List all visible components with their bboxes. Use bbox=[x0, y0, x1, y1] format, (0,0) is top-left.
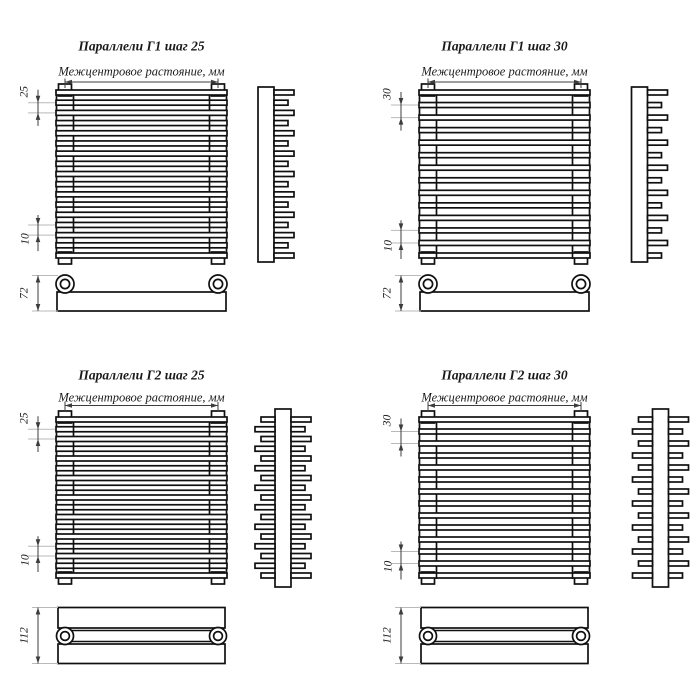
side-view bbox=[255, 409, 311, 587]
quadrant-title-g1-30: Параллели Г1 шаг 30 bbox=[441, 38, 568, 54]
step-dimension-label: 30 bbox=[381, 414, 394, 427]
quadrant-title-g1-25: Параллели Г1 шаг 25 bbox=[78, 38, 205, 54]
quadrant-g1-step-25 bbox=[19, 79, 295, 312]
front-view bbox=[56, 411, 227, 584]
quadrant-g2-step-30 bbox=[382, 402, 689, 664]
quadrant-subtitle-g1-30: Межцентровое растояние, мм bbox=[421, 64, 588, 79]
depth-dimension-label: 112 bbox=[381, 627, 394, 644]
side-view bbox=[258, 87, 294, 262]
depth-dimension-label: 112 bbox=[18, 627, 31, 644]
step-dimension-label: 30 bbox=[381, 88, 394, 100]
quadrant-g1-step-30 bbox=[382, 79, 668, 312]
step-dimension-label: 25 bbox=[18, 85, 31, 98]
quadrant-subtitle-g2-30: Межцентровое растояние, мм bbox=[421, 390, 588, 405]
pair-dimension-label: 10 bbox=[382, 239, 395, 252]
pair-dimension-label: 10 bbox=[382, 560, 395, 573]
quadrant-g2-step-25 bbox=[19, 402, 312, 664]
quadrant-subtitle-g2-25: Межцентровое растояние, мм bbox=[58, 390, 225, 405]
depth-dimension-label: 72 bbox=[381, 287, 394, 299]
side-view bbox=[633, 409, 689, 587]
pair-dimension-label: 10 bbox=[19, 554, 32, 566]
depth-dimension-label: 72 bbox=[18, 287, 31, 299]
front-view bbox=[419, 84, 590, 264]
quadrant-subtitle-g1-25: Межцентровое растояние, мм bbox=[58, 64, 225, 79]
bottom-view bbox=[419, 275, 590, 311]
step-dimension-label: 25 bbox=[18, 412, 31, 424]
pair-dimension-label: 10 bbox=[19, 233, 32, 245]
quadrant-title-g2-30: Параллели Г2 шаг 30 bbox=[441, 367, 568, 383]
side-view bbox=[632, 87, 668, 262]
front-view bbox=[419, 411, 590, 584]
bottom-view bbox=[56, 275, 227, 311]
bottom-view bbox=[57, 608, 227, 664]
front-view bbox=[56, 84, 227, 264]
quadrant-title-g2-25: Параллели Г2 шаг 25 bbox=[78, 367, 205, 383]
bottom-view bbox=[420, 608, 590, 664]
